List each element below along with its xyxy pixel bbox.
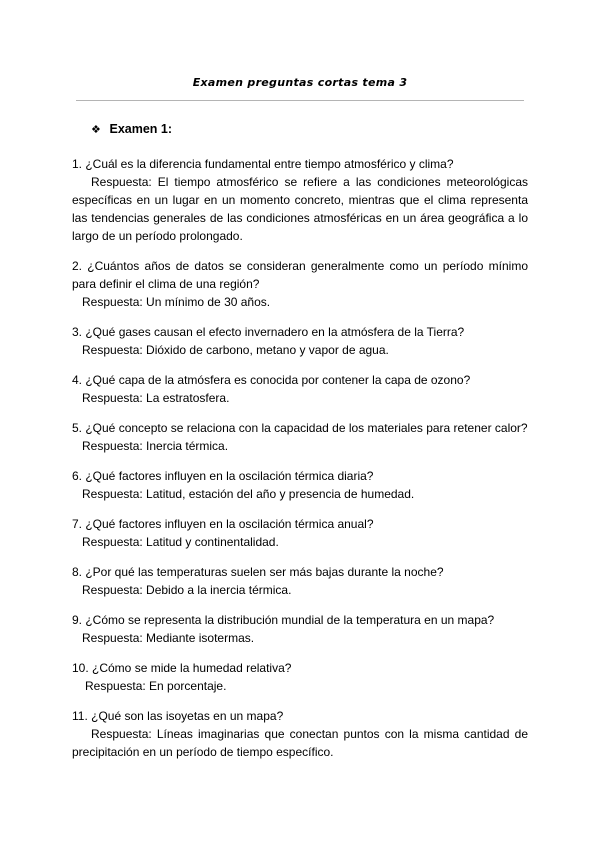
question-text: 6. ¿Qué factores influyen en la oscilación térmica diaria? — [72, 469, 374, 483]
question-text: 9. ¿Cómo se representa la distribución mundial de la temperatura en un mapa? — [72, 613, 495, 627]
question-text: 5. ¿Qué concepto se relaciona con la capacidad de los materiales para retener calor? — [72, 421, 528, 435]
question-item — [72, 257, 528, 311]
question-text: 10. ¿Cómo se mide la humedad relativa? — [72, 661, 292, 675]
question-item — [72, 419, 528, 455]
question-text: 8. ¿Por qué las temperaturas suelen ser más bajas durante la noche? — [72, 565, 444, 579]
section-heading-text: Examen 1: — [109, 122, 173, 136]
diamond-bullet-icon: ❖ — [91, 124, 101, 136]
question-text: 3. ¿Qué gases causan el efecto invernadero en la atmósfera de la Tierra? — [72, 325, 465, 339]
question-text: 1. ¿Cuál es la diferencia fundamental entre tiempo atmosférico y clima? — [72, 157, 454, 171]
question-text: 2. ¿Cuántos años de datos se consideran generalmente como un período mínimo para definir el clima de una región? — [72, 259, 528, 291]
answer-text: Respuesta: En porcentaje. — [85, 679, 227, 693]
answer-text: Respuesta: Inercia térmica. — [82, 439, 229, 453]
section-heading — [91, 122, 172, 136]
question-item — [72, 707, 528, 761]
answer-text: Respuesta: El tiempo atmosférico se refiere a las condiciones meteorológicas específicas en un lugar en un momento concreto, mientras que el clima representa las tendencias generales de las condiciones atmosféricas en un área geográfica a lo largo de un período prolongado. — [72, 175, 528, 243]
question-item — [72, 323, 528, 359]
answer-text: Respuesta: Mediante isotermas. — [82, 631, 255, 645]
question-item — [72, 371, 528, 407]
question-list — [72, 155, 528, 773]
question-text: 7. ¿Qué factores influyen en la oscilación térmica anual? — [72, 517, 374, 531]
answer-text: Respuesta: Líneas imaginarias que conectan puntos con la misma cantidad de precipitación en un período de tiempo específico. — [72, 727, 528, 759]
question-item — [72, 563, 528, 599]
question-item — [72, 611, 528, 647]
question-item — [72, 155, 528, 245]
question-item — [72, 467, 528, 503]
answer-text: Respuesta: Dióxido de carbono, metano y vapor de agua. — [82, 343, 389, 357]
title-divider — [76, 100, 524, 101]
answer-text: Respuesta: La estratosfera. — [82, 391, 230, 405]
question-text: 4. ¿Qué capa de la atmósfera es conocida por contener la capa de ozono? — [72, 373, 471, 387]
page-title: Examen preguntas cortas tema 3 — [192, 76, 408, 89]
answer-text: Respuesta: Debido a la inercia térmica. — [82, 583, 292, 597]
answer-text: Respuesta: Un mínimo de 30 años. — [82, 295, 271, 309]
question-item — [72, 515, 528, 551]
answer-text: Respuesta: Latitud y continentalidad. — [82, 535, 279, 549]
answer-text: Respuesta: Latitud, estación del año y presencia de humedad. — [82, 487, 415, 501]
question-item — [72, 659, 528, 695]
question-text: 11. ¿Qué son las isoyetas en un mapa? — [72, 709, 284, 723]
